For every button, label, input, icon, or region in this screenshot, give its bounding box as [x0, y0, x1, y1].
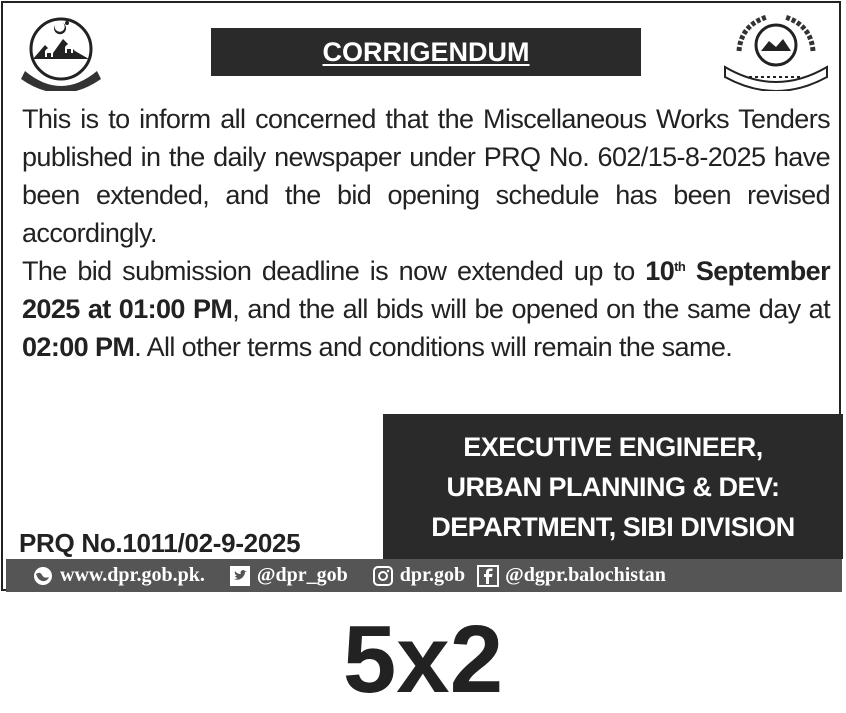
deadline-day-suffix: th — [674, 259, 686, 274]
footer-twitter[interactable] — [229, 564, 348, 587]
twitter-handle[interactable]: @dpr_gob — [256, 564, 348, 586]
deadline-date: September 2025 at 01:00 PM — [22, 256, 830, 324]
footer-website[interactable] — [32, 564, 205, 587]
instagram-handle[interactable]: dpr.gob — [399, 564, 466, 586]
notice-body — [22, 100, 830, 366]
footer-instagram[interactable] — [372, 564, 465, 587]
signature-line-3: DEPARTMENT, SIBI DIVISION — [431, 511, 795, 542]
para2-start: The bid submission deadline is now extended up to — [22, 256, 646, 286]
title-bar — [211, 28, 641, 76]
prq-number: PRQ No.1011/02-9-2025 — [19, 528, 301, 558]
notice-frame — [1, 1, 841, 591]
footer-bar — [6, 559, 842, 592]
para2-end: . All other terms and conditions will remain the same. — [134, 332, 733, 362]
website-link[interactable]: www.dpr.gob.pk. — [60, 564, 205, 586]
deadline-day: 10 — [645, 256, 675, 286]
facebook-handle[interactable]: @dgpr.balochistan — [505, 564, 666, 586]
opening-time: 02:00 PM — [22, 332, 135, 362]
dgpr-emblem-icon — [719, 11, 833, 91]
paragraph-1: This is to inform all concerned that the Miscellaneous Works Tenders published in the daily newspaper under PRQ No. 602/15-8-2025 have been extended, and the bid opening schedule has been revised accordingly. — [22, 104, 830, 248]
signature-line-1: EXECUTIVE ENGINEER, — [463, 431, 763, 462]
globe-icon — [32, 565, 54, 587]
paragraph-2 — [22, 252, 830, 366]
instagram-icon — [372, 565, 394, 587]
signature-box — [383, 414, 843, 559]
twitter-icon — [229, 565, 251, 587]
ad-size-label: 5x2 — [342, 606, 504, 713]
signature-line-2: URBAN PLANNING & DEV: — [446, 471, 780, 502]
footer-facebook[interactable] — [477, 564, 666, 587]
balochistan-emblem-icon — [15, 11, 107, 91]
para2-mid: , and the all bids will be opened on the same day at — [232, 294, 830, 324]
page-title: CORRIGENDUM — [322, 36, 530, 67]
facebook-icon — [477, 565, 499, 587]
